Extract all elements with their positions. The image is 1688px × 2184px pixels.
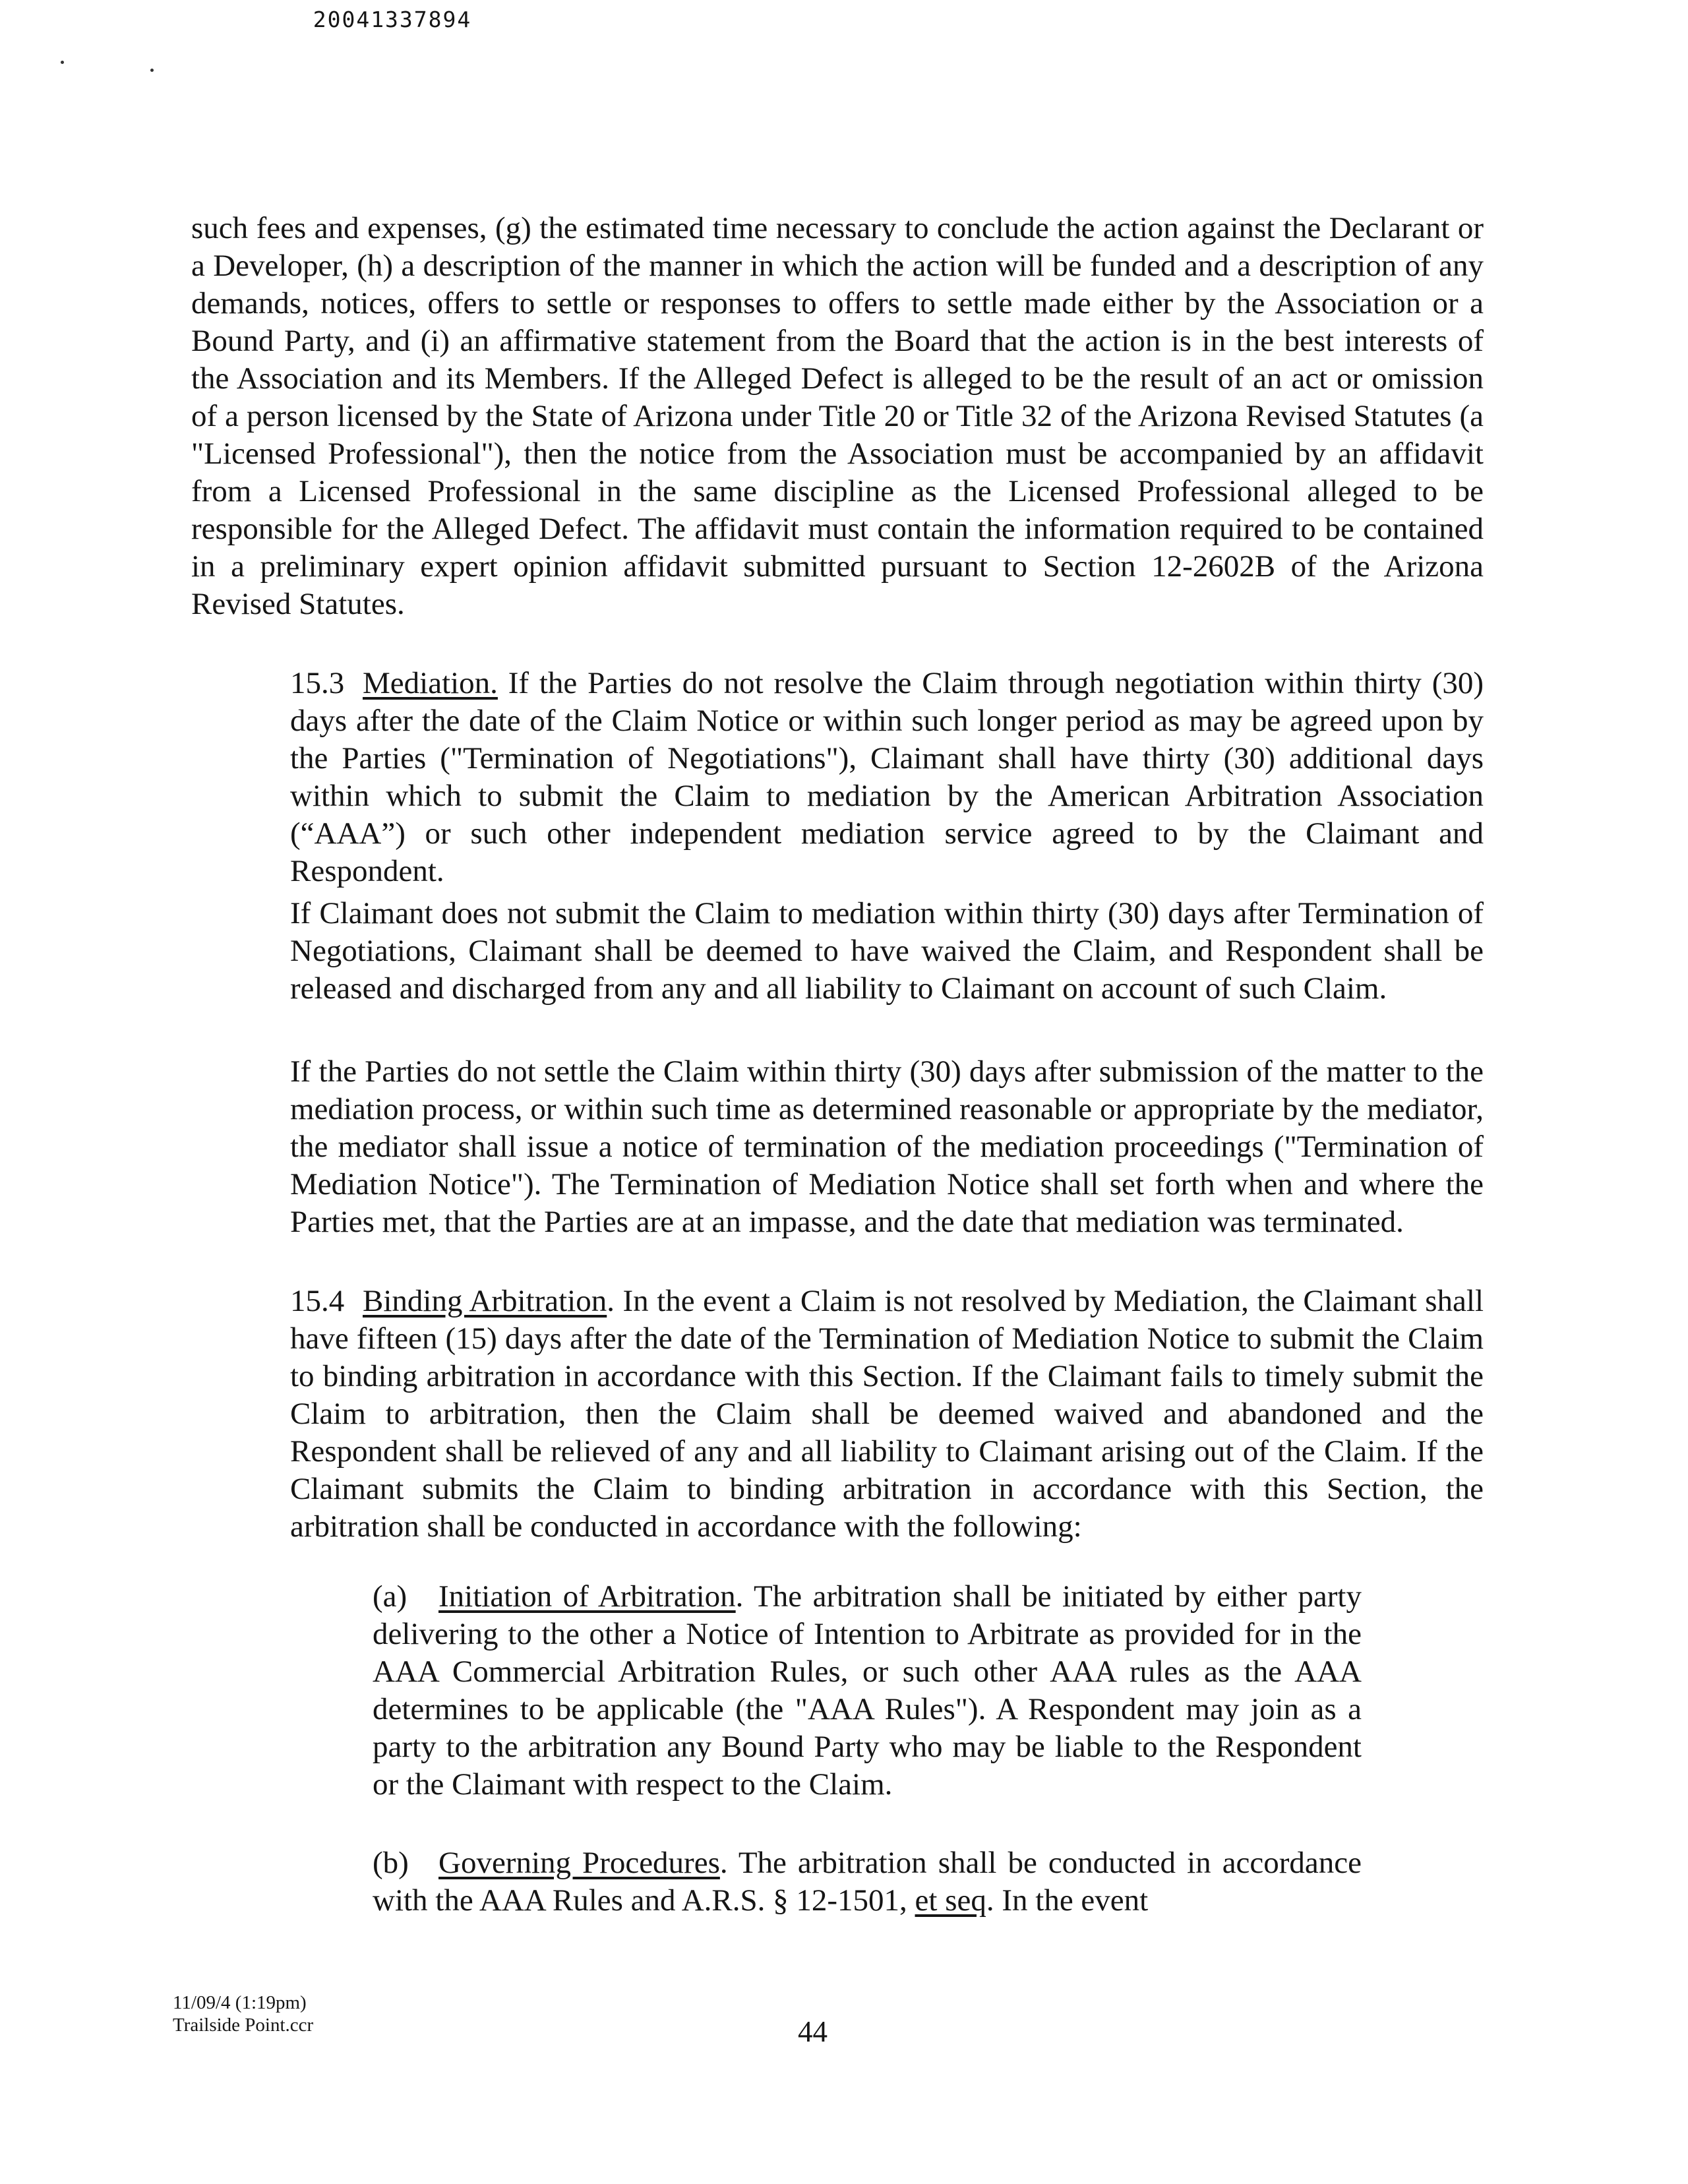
footer-filename: Trailside Point.ccr xyxy=(173,2015,314,2036)
section-heading-mediation: Mediation. xyxy=(363,666,498,700)
page-number: 44 xyxy=(798,2015,828,2048)
section-body: If the Parties do not resolve the Claim through negotiation within thirty (30) days after the date of the Claim Notice or within such longer period as may be agreed upon by the Parties ("Termination of Negotiations"), Claimant shall have thirty (30) additional days within which to submit the Claim to mediation by the American Arbitration Association (“AAA”) or such other independent mediation service agreed to by the Claimant and Respondent. xyxy=(290,666,1484,888)
section-15-4 xyxy=(191,1283,1484,1546)
paragraph-termination: If the Parties do not settle the Claim within thirty (30) days after submission of the matter to the mediation process, or within such time as determined reasonable or appropriate by the mediator, the mediator shall issue a notice of termination of the mediation proceedings ("Termination of Mediation Notice"). The Termination of Mediation Notice shall set forth when and where the Parties met, that the Parties are at an impasse, and the date that mediation was terminated. xyxy=(290,1054,1484,1239)
subsection-label: (b) xyxy=(373,1846,409,1880)
subsection-body: . The arbitration shall be initiated by either party delivering to the other a Notice of Intention to Arbitrate as provided for in the AAA Commercial Arbitration Rules, or such other AAA rules as the AAA determines to be applicable (the "AAA Rules"). A Respondent may join as a party to the arbitration any Bound Party who may be liable to the Respondent or the Claimant with respect to the Claim. xyxy=(373,1579,1362,1802)
section-number: 15.4 xyxy=(290,1284,345,1318)
subsection-label: (a) xyxy=(373,1579,407,1614)
footer-metadata xyxy=(173,1991,313,2036)
scan-speck xyxy=(61,61,64,64)
subsection-a xyxy=(373,1578,1362,1804)
subsection-heading-initiation: Initiation of Arbitration xyxy=(438,1579,736,1614)
subsection-heading-procedures: Governing Procedures xyxy=(438,1846,720,1880)
footer-date: 11/09/4 (1:19pm) xyxy=(173,1992,307,2013)
document-number: 20041337894 xyxy=(313,7,472,32)
section-heading-binding-arbitration: Binding Arbitration xyxy=(363,1284,607,1318)
et-seq: et seq xyxy=(915,1883,986,1918)
subsection-body-end: . In the event xyxy=(986,1883,1149,1918)
section-body: . In the event a Claim is not resolved by Mediation, the Claimant shall have fifteen (15) days after the date of the Termination of Mediation Notice to submit the Claim to binding arbitration in accordance with this Section. If the Claimant fails to timely submit the Claim to arbitration, then the Claim shall be deemed waived and abandoned and the Respondent shall be relieved of any and all liability to Claimant arising out of the Claim. If the Claimant submits the Claim to binding arbitration in accordance with this Section, the arbitration shall be conducted in accordance with the following: xyxy=(290,1284,1484,1544)
subsection-body: . The arbitration shall be conducted in accordance with the AAA Rules and A.R.S. § 12-1501, xyxy=(373,1846,1362,1918)
paragraph-waiver: If Claimant does not submit the Claim to mediation within thirty (30) days after Termination of Negotiations, Claimant shall be deemed to have waived the Claim, and Respondent shall be released and discharged from any and all liability to Claimant on account of such Claim. xyxy=(290,896,1484,1006)
paragraph-continuation: such fees and expenses, (g) the estimated time necessary to conclude the action against the Declarant or a Developer, (h) a description of the manner in which the action will be funded and a description of any demands, notices, offers to settle or responses to offers to settle made either by the Association or a Bound Party, and (i) an affirmative statement from the Board that the action is in the best interests of the Association and its Members. If the Alleged Defect is alleged to be the result of an act or omission of a person licensed by the State of Arizona under Title 20 or Title 32 of the Arizona Revised Statutes (a "Licensed Professional"), then the notice from the Association must be accompanied by an affidavit from a Licensed Professional in the same discipline as the Licensed Professional alleged to be responsible for the Alleged Defect. The affidavit must contain the information required to be contained in a preliminary expert opinion affidavit submitted pursuant to Section 12-2602B of the Arizona Revised Statutes. xyxy=(191,211,1484,621)
subsection-b xyxy=(373,1844,1362,1920)
section-number: 15.3 xyxy=(290,666,345,700)
scan-speck xyxy=(150,69,154,72)
section-15-3 xyxy=(191,665,1484,890)
